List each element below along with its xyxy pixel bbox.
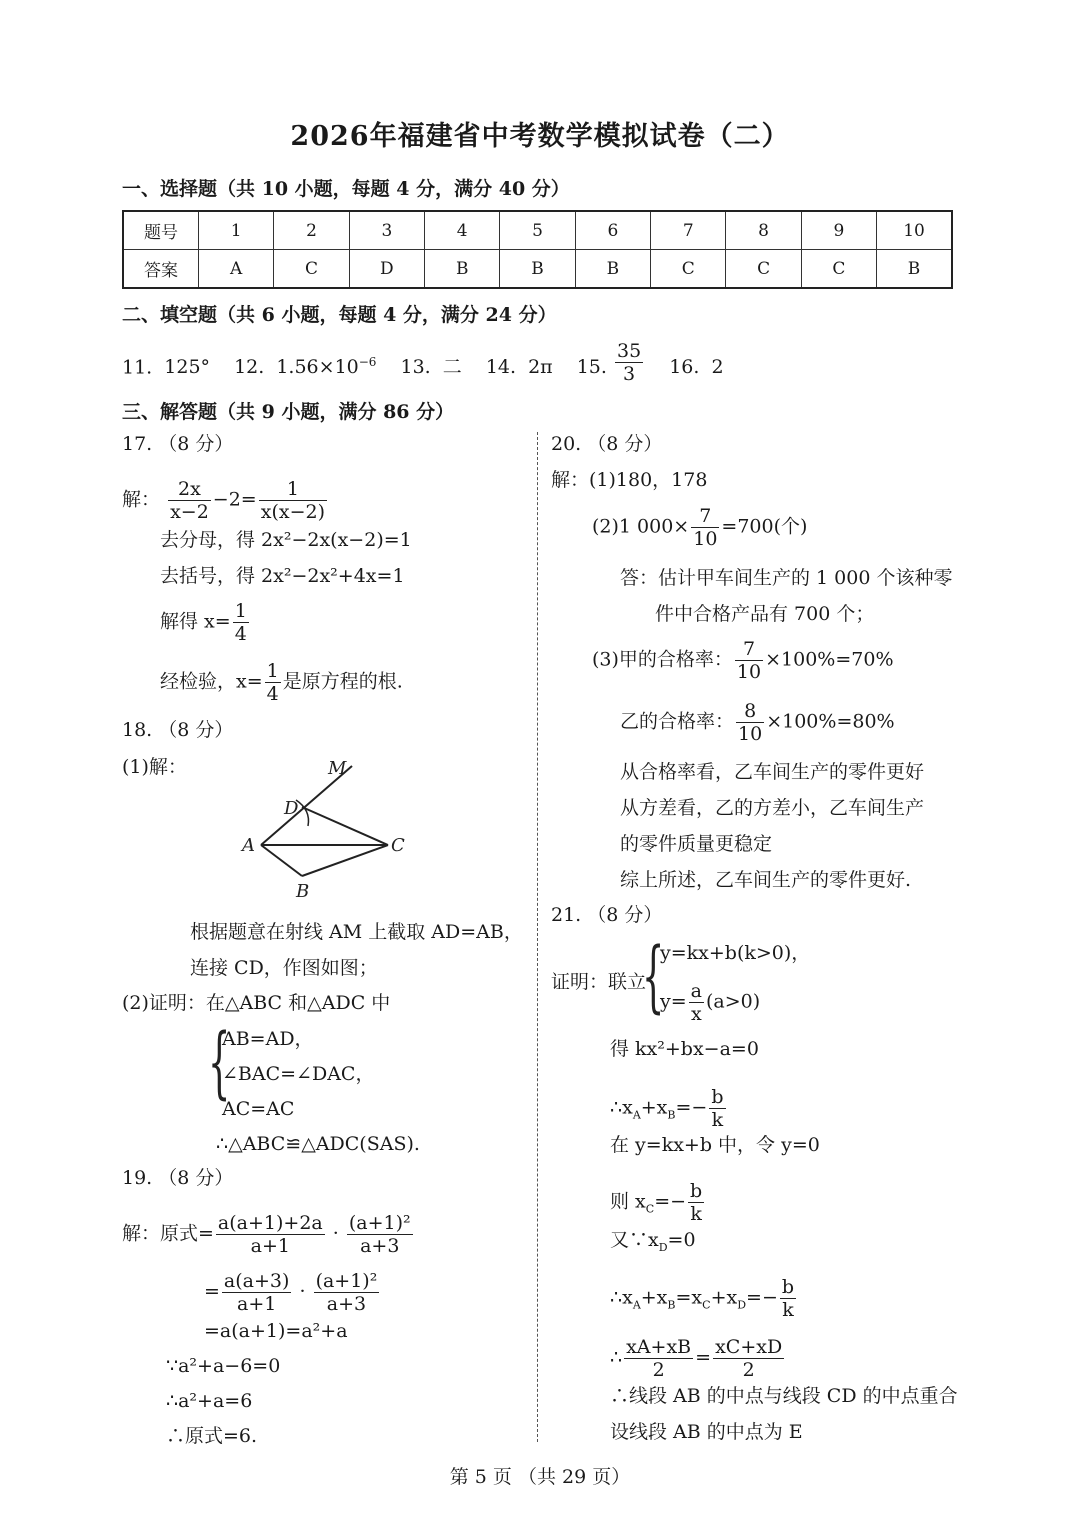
page-footer: 第 5 页 （共 29 页） [449,1466,631,1488]
q11-answer: 125° [164,356,211,379]
p19-line-5: ∴a²+a=6 [166,1390,253,1412]
numerator: 7 [735,638,763,661]
expression: = [204,1280,220,1303]
p20-line-3 [592,638,894,683]
expression: ∴x [610,1286,633,1309]
fraction [780,1276,796,1321]
numerator: 35 [616,339,642,362]
fraction [233,600,249,645]
fraction [709,1086,725,1131]
p21-line-3: 在 y=kx+b 中，令 y=0 [610,1134,820,1156]
expression: 又∵x [610,1229,659,1251]
p20-conclusion-2: 从方差看，乙的方差小，乙车间生产 [620,797,925,819]
q14-answer: 2π [528,356,553,379]
numerator: 2x [168,478,211,501]
label-m: M [328,758,347,779]
segment-bc [302,845,388,876]
p19-line-4: ∵a²+a−6=0 [166,1355,281,1377]
p18-part2-label: (2)证明：在△ABC 和△ADC 中 [122,992,391,1014]
expression: (3)甲的合格率： [592,648,733,671]
denominator: a+1 [237,1293,277,1315]
row-label-answer: 答案 [123,250,199,289]
p17-step-4 [160,660,403,705]
q16-answer: 2 [711,356,724,379]
p20-line-4 [620,700,895,745]
table-cell: B [425,250,500,289]
p18-cond-3: AC=AC [222,1098,295,1120]
triangle-figure [236,752,426,902]
label-b: B [296,881,310,902]
table-cell: 6 [575,211,650,250]
subscript: A [632,1298,641,1312]
segment-dc [302,807,388,845]
p21-line-5 [610,1228,696,1260]
q12-number: 12. [234,356,265,379]
q13-number: 13. [400,356,431,379]
table-cell: C [726,250,801,289]
fraction [688,1180,704,1225]
p21-lead: 证明：联立 [551,971,647,993]
q14-number: 14. [485,356,517,379]
table-cell: D [349,250,424,289]
p20-answer-1: 答：估计甲车间生产的 1 000 个该种零 [620,567,953,589]
denominator: k [711,1109,724,1131]
p21-line-7 [610,1336,786,1381]
fraction [265,660,281,705]
denominator: 10 [738,723,763,745]
denominator: k [782,1299,794,1321]
p19-header: 19. （8 分） [122,1167,234,1189]
fraction [216,1212,325,1257]
table-cell: B [575,250,650,289]
p21-system-1: y=kx+b(k>0)， [660,942,811,964]
p21-line-1: 得 kx²+bx−a=0 [610,1038,759,1060]
p18-part1-label: (1)解： [122,756,187,778]
expression: ∴ [610,1346,623,1369]
p21-line-9: 设线段 AB 的中点为 E [610,1421,803,1443]
left-brace-icon: { [642,932,665,1022]
p17-equation [122,478,329,523]
expression: (a>0) [705,990,761,1013]
denominator: 2 [742,1359,755,1381]
table-cell: 9 [801,211,876,250]
p20-header: 20. （8 分） [551,433,663,455]
subscript: B [667,1298,676,1312]
numerator: (a+1)² [348,1212,411,1234]
denominator: a+1 [250,1235,290,1257]
numerator: a(a+3) [223,1270,290,1292]
numerator: 1 [266,660,279,682]
p17-step-1: 去分母，得 2x²−2x(x−2)=1 [160,529,412,551]
denominator: x(x−2) [260,501,325,523]
p20-conclusion-3: 的零件质量更稳定 [620,833,773,855]
subscript: C [702,1298,711,1312]
fraction [689,980,704,1025]
fraction [713,1336,784,1381]
table-cell: A [199,250,274,289]
expression: y= [660,990,687,1013]
denominator: x [690,1003,702,1025]
q15-number: 15. [576,356,607,379]
expression: 经检验，x= [160,670,263,693]
numerator: xA+xB [626,1336,692,1358]
p18-text-1: 根据题意在射线 AM 上截取 AD=AB， [190,921,523,943]
table-cell: 4 [425,211,500,250]
table-cell: 8 [726,211,801,250]
table-cell: C [651,250,726,289]
expression: ×100%=80% [766,710,895,733]
p18-header: 18. （8 分） [122,719,234,741]
expression: ×100%=70% [765,648,894,671]
p20-conclusion-1: 从合格率看，乙车间生产的零件更好 [620,761,925,783]
expression: =− [675,1096,708,1119]
section-1-heading: 一、选择题（共 10 小题，每题 4 分，满分 40 分） [122,178,570,200]
p21-line-6 [610,1276,798,1321]
fraction [314,1270,380,1315]
answer-table [122,210,953,289]
table-cell: C [801,250,876,289]
subscript: D [658,1240,668,1254]
denominator: 10 [736,661,762,683]
expression: −2= [212,488,257,511]
fill-blank-answers [122,339,724,385]
p18-text-2: 连接 CD，作图如图； [190,957,378,979]
fraction [736,700,764,745]
expression: (2)1 000× [592,515,690,538]
dot-operator: · [299,1280,306,1303]
table-cell: C [274,250,349,289]
numerator: b [690,1180,703,1202]
left-brace-icon: { [208,1018,231,1108]
expression: +x [710,1286,738,1309]
expression: 则 x [610,1190,646,1213]
numerator: (a+1)² [315,1270,378,1292]
denominator: 3 [623,362,636,385]
table-cell: 2 [274,211,349,250]
numerator: 7 [691,505,719,528]
p21-line-2 [610,1086,728,1131]
expression: = [695,1346,712,1369]
expression: 是原方程的根. [282,670,403,693]
solution-label: 解： [122,488,161,511]
p18-cond-1: AB=AD， [222,1028,314,1050]
page-title: 2026年福建省中考数学模拟试卷（二） [290,121,790,152]
table-cell: 7 [651,211,726,250]
segment-ab [261,845,302,876]
table-cell: 5 [500,211,575,250]
expression: 乙的合格率： [620,710,735,733]
q16-number: 16. [669,356,700,379]
expression: +x [640,1096,668,1119]
q13-answer: 二 [442,356,462,379]
numerator: a(a+1)+2a [217,1212,323,1234]
numerator: 8 [736,700,764,723]
expression: =− [654,1190,687,1213]
fraction [259,478,327,523]
fraction [624,1336,693,1381]
p20-line-2 [592,505,807,550]
numerator: xC+xD [715,1336,783,1358]
p20-conclusion-4: 综上所述，乙车间生产的零件更好. [620,869,912,891]
q12-exponent: −6 [358,355,377,369]
fraction [691,505,719,550]
numerator: b [781,1276,795,1298]
table-row [123,250,952,289]
fraction [168,478,211,523]
p17-step-3 [160,600,251,645]
expression: 解：原式= [122,1222,214,1245]
p18-conclusion: ∴△ABC≌△ADC(SAS). [216,1133,420,1155]
numerator: a [690,980,702,1002]
denominator: 2 [652,1359,665,1381]
expression: =− [746,1286,778,1309]
table-cell: B [877,250,952,289]
p20-line-1: 解：(1)180，178 [551,469,708,491]
fraction [735,638,763,683]
subscript: A [632,1108,641,1122]
label-d: D [284,798,299,819]
section-2-heading: 二、填空题（共 6 小题，每题 4 分，满分 24 分） [122,304,557,326]
numerator: 1 [234,600,247,622]
subscript: C [645,1202,655,1216]
expression: =x [675,1286,703,1309]
denominator: 4 [234,623,247,645]
p19-line-6: ∴原式=6. [166,1425,258,1447]
expression: ∴x [610,1096,633,1119]
expression: =0 [667,1229,696,1251]
denominator: 10 [693,528,718,550]
denominator: k [690,1203,702,1225]
table-row [123,211,952,250]
denominator: x−2 [170,501,209,523]
fraction [222,1270,292,1315]
p21-line-8: ∴线段 AB 的中点与线段 CD 的中点重合 [610,1385,958,1407]
expression: =700(个) [721,515,808,538]
numerator: b [711,1086,724,1108]
q11-number: 11. [122,356,153,379]
p21-header: 21. （8 分） [551,904,663,926]
row-label-number: 题号 [123,211,199,250]
p21-system-2 [660,980,760,1025]
p17-step-2: 去括号，得 2x²−2x²+4x=1 [160,565,405,587]
fraction [347,1212,413,1257]
q15-answer-fraction [615,340,643,385]
table-cell: B [500,250,575,289]
numerator: 1 [259,478,327,501]
p19-line-1 [122,1212,415,1257]
p19-line-3: =a(a+1)=a²+a [204,1320,348,1342]
table-cell: 10 [877,211,952,250]
q12-answer: 1.56×10 [276,356,359,379]
table-cell: 3 [349,211,424,250]
label-a: A [242,835,255,856]
p20-answer-2: 件中合格产品有 700 个； [655,603,875,625]
subscript: B [667,1108,676,1122]
p21-line-4 [610,1180,706,1225]
label-c: C [391,835,405,856]
expression: 解得 x= [160,610,231,633]
p18-cond-2: ∠BAC=∠DAC， [222,1063,375,1085]
dot-operator: · [332,1222,339,1245]
table-cell: 1 [199,211,274,250]
denominator: 4 [266,683,279,705]
section-3-heading: 三、解答题（共 9 小题，满分 86 分） [122,401,455,423]
denominator: a+3 [360,1235,400,1257]
column-divider [537,432,538,1442]
expression: +x [640,1286,668,1309]
denominator: a+3 [326,1293,367,1315]
subscript: D [737,1298,747,1312]
p19-line-2 [204,1270,381,1315]
p17-header: 17. （8 分） [122,433,234,455]
